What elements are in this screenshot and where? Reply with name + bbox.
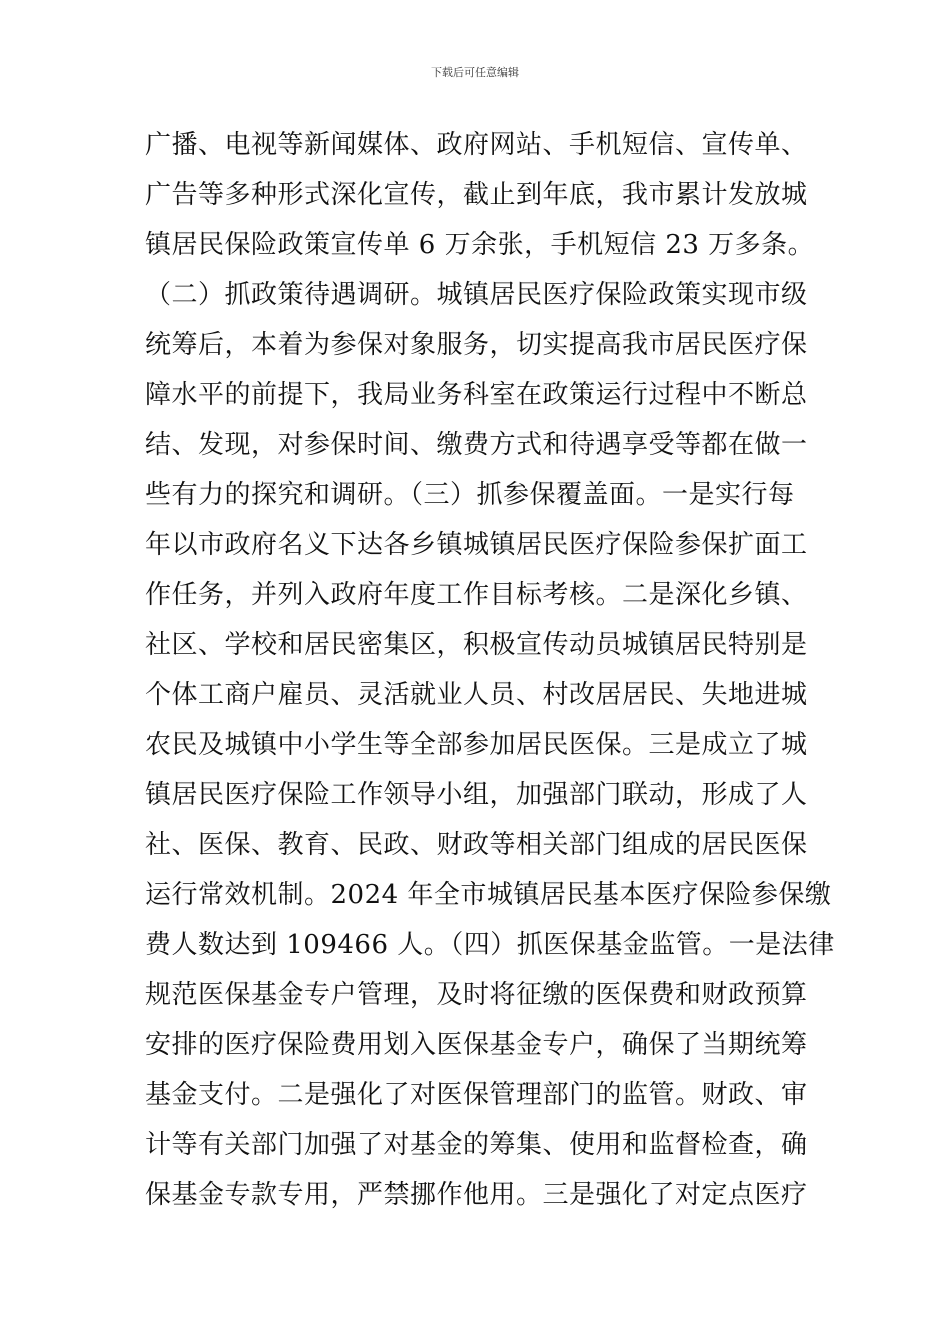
body-line: 年以市政府名义下达各乡镇城镇居民医疗保险参保扩面工 xyxy=(145,530,808,560)
body-line: 广告等多种形式深化宣传，截止到年底，我市累计发放城 xyxy=(145,180,808,210)
body-line: （二）抓政策待遇调研。城镇居民医疗保险政策实现市级 xyxy=(145,280,808,310)
body-line: 农民及城镇中小学生等全部参加居民医保。三是成立了城 xyxy=(145,730,808,760)
body-line: 障水平的前提下，我局业务科室在政策运行过程中不断总 xyxy=(145,380,808,410)
body-line: 镇居民医疗保险工作领导小组，加强部门联动，形成了人 xyxy=(145,780,808,810)
body-line: 运行常效机制。2024 年全市城镇居民基本医疗保险参保缴 xyxy=(145,880,832,910)
body-line: 镇居民保险政策宣传单 6 万余张，手机短信 23 万多条。 xyxy=(145,230,815,260)
body-line: 费人数达到 109466 人。（四）抓医保基金监管。一是法律 xyxy=(145,930,835,960)
body-line: 基金支付。二是强化了对医保管理部门的监管。财政、审 xyxy=(145,1080,808,1110)
body-line: 保基金专款专用，严禁挪作他用。三是强化了对定点医疗 xyxy=(145,1180,808,1210)
body-line: 社区、学校和居民密集区，积极宣传动员城镇居民特别是 xyxy=(145,630,808,660)
body-line: 规范医保基金专户管理，及时将征缴的医保费和财政预算 xyxy=(145,980,808,1010)
body-line: 个体工商户雇员、灵活就业人员、村改居居民、失地进城 xyxy=(145,680,808,710)
body-line: 广播、电视等新闻媒体、政府网站、手机短信、宣传单、 xyxy=(145,130,808,160)
body-line: 计等有关部门加强了对基金的筹集、使用和监督检查，确 xyxy=(145,1130,808,1160)
document-body xyxy=(145,120,835,1220)
body-line: 结、发现，对参保时间、缴费方式和待遇享受等都在做一 xyxy=(145,430,808,460)
page-header-note: 下载后可任意编辑 xyxy=(431,66,519,79)
body-line: 统筹后，本着为参保对象服务，切实提高我市居民医疗保 xyxy=(145,330,808,360)
body-line: 作任务，并列入政府年度工作目标考核。二是深化乡镇、 xyxy=(145,580,808,610)
body-line: 社、医保、教育、民政、财政等相关部门组成的居民医保 xyxy=(145,830,808,860)
body-line: 安排的医疗保险费用划入医保基金专户，确保了当期统筹 xyxy=(145,1030,808,1060)
body-line: 些有力的探究和调研。（三）抓参保覆盖面。一是实行每 xyxy=(145,480,795,510)
